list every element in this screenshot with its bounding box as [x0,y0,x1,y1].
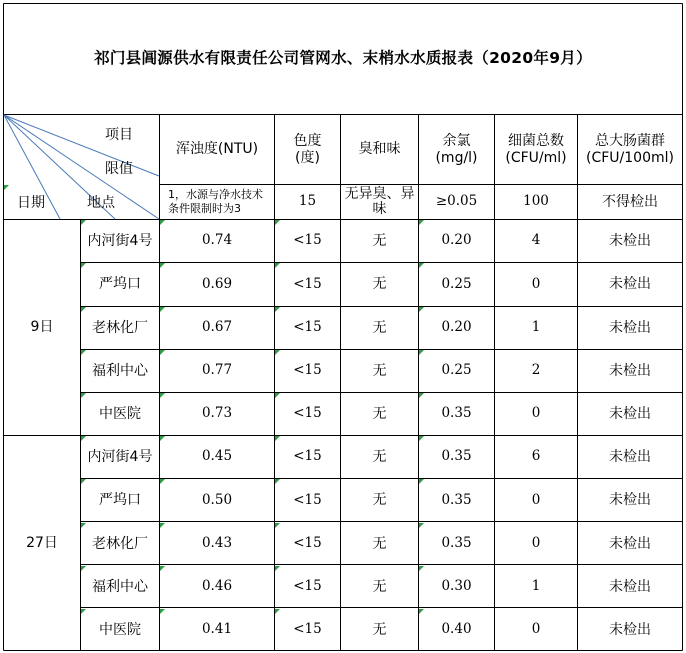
column-header-chlorine: 余氯 (mg/l) [435,133,478,166]
table-cell-coliform: 未检出 [609,578,651,595]
table-cell-color: <15 [293,232,322,249]
cell-marker-icon [160,436,165,441]
place-cell: 内河街4号 [87,232,153,249]
cell-marker-icon [419,350,424,355]
cell-marker-icon [81,566,86,571]
column-header-odor: 臭和味 [358,141,401,158]
table-cell-bacteria: 4 [531,232,541,249]
cell-marker-icon [419,566,424,571]
table-cell-coliform: 未检出 [609,276,651,293]
table-cell-color: <15 [293,448,322,465]
table-cell-coliform: 未检出 [609,405,651,422]
table-cell-bacteria: 0 [531,621,541,638]
table-cell-bacteria: 0 [531,535,541,552]
table-cell-color: <15 [293,578,322,595]
table-cell-coliform: 未检出 [609,232,651,249]
cell-marker-icon [81,307,86,312]
table-cell-color: <15 [293,362,322,379]
table-cell-turbidity: 0.41 [201,621,233,638]
cell-marker-icon [160,479,165,484]
place-cell: 中医院 [99,621,141,638]
table-cell-odor: 无 [372,448,387,465]
cell-marker-icon [160,609,165,614]
report-title: 祁门县阊源供水有限责任公司管网水、末梢水水质报表（2020年9月） [94,49,592,68]
cell-marker-icon [275,566,280,571]
table-cell-chlorine: 0.25 [441,275,472,292]
table-cell-turbidity: 0.50 [201,491,233,508]
table-cell-coliform: 未检出 [609,621,651,638]
table-cell-odor: 无 [372,362,387,379]
table-cell-bacteria: 1 [531,319,541,336]
cell-marker-icon [419,307,424,312]
table-cell-chlorine: 0.20 [441,232,472,249]
item-label: 项目 [105,126,133,143]
table-cell-bacteria: 6 [531,448,541,465]
table-cell-bacteria: 1 [531,578,541,595]
table-cell-coliform: 未检出 [609,492,651,509]
cell-marker-icon [160,220,165,225]
table-cell-odor: 无 [372,319,387,336]
limit-odor: 无异臭、异味 [344,185,415,217]
table-cell-chlorine: 0.20 [441,319,472,336]
cell-marker-icon [160,523,165,528]
place-cell: 福利中心 [92,578,148,595]
cell-marker-icon [419,220,424,225]
table-cell-coliform: 未检出 [609,319,651,336]
table-cell-odor: 无 [372,276,387,293]
table-cell-odor: 无 [372,621,387,638]
cell-marker-icon [275,350,280,355]
cell-marker-icon [160,307,165,312]
cell-marker-icon [419,393,424,398]
cell-marker-icon [419,479,424,484]
table-cell-coliform: 未检出 [609,448,651,465]
place-cell: 中医院 [99,405,141,422]
column-header-color: 色度 (度) [293,133,322,166]
cell-marker-icon [81,220,86,225]
cell-marker-icon [160,263,165,268]
date-cell: 9日 [30,319,54,336]
place-cell: 老林化厂 [92,319,148,336]
table-cell-turbidity: 0.69 [201,275,233,292]
table-cell-turbidity: 0.43 [201,535,233,552]
table-cell-bacteria: 0 [531,491,541,508]
limit-bacteria: 100 [523,193,549,210]
table-cell-coliform: 未检出 [609,535,651,552]
table-cell-bacteria: 2 [531,362,541,379]
cell-marker-icon [160,350,165,355]
table-cell-chlorine: 0.35 [441,405,472,422]
cell-marker-icon [81,350,86,355]
table-cell-turbidity: 0.45 [201,448,233,465]
cell-marker-icon [275,263,280,268]
table-cell-bacteria: 0 [531,275,541,292]
cell-marker-icon [81,523,86,528]
cell-marker-icon [81,393,86,398]
table-cell-chlorine: 0.35 [441,535,472,552]
date-label: 日期 [17,194,45,211]
cell-marker-icon [275,220,280,225]
date-cell: 27日 [26,535,58,552]
column-header-bacteria: 细菌总数 (CFU/ml) [505,133,567,166]
table-cell-odor: 无 [372,578,387,595]
table-cell-odor: 无 [372,492,387,509]
cell-marker-icon [275,523,280,528]
table-cell-color: <15 [293,621,322,638]
table-cell-color: <15 [293,319,322,336]
cell-marker-icon [275,307,280,312]
table-cell-turbidity: 0.74 [201,232,233,249]
limit-coliform: 不得检出 [602,193,658,210]
cell-marker-icon [160,393,165,398]
table-cell-odor: 无 [372,232,387,249]
table-cell-coliform: 未检出 [609,362,651,379]
cell-marker-icon [4,185,9,190]
table-cell-bacteria: 0 [531,405,541,422]
place-cell: 严坞口 [99,492,141,509]
table-cell-turbidity: 0.46 [201,578,233,595]
cell-marker-icon [275,436,280,441]
table-cell-odor: 无 [372,535,387,552]
table-cell-chlorine: 0.35 [441,448,472,465]
cell-marker-icon [81,436,86,441]
cell-marker-icon [81,479,86,484]
table-cell-chlorine: 0.40 [441,621,472,638]
place-cell: 严坞口 [99,276,141,293]
cell-marker-icon [81,263,86,268]
place-cell: 福利中心 [92,362,148,379]
column-header-turbidity: 浑浊度(NTU) [175,141,259,158]
place-cell: 老林化厂 [92,535,148,552]
cell-marker-icon [419,263,424,268]
place-label: 地点 [87,194,115,211]
cell-marker-icon [419,609,424,614]
table-cell-turbidity: 0.67 [201,319,233,336]
cell-marker-icon [275,479,280,484]
column-header-coliform: 总大肠菌群 (CFU/100ml) [586,133,674,166]
cell-marker-icon [81,609,86,614]
table-cell-chlorine: 0.30 [441,578,472,595]
limit-chlorine: ≥0.05 [435,193,478,210]
limit-turbidity: 1，水源与净水技术条件限制时为3 [168,188,263,215]
cell-marker-icon [275,393,280,398]
table-cell-color: <15 [293,535,322,552]
cell-marker-icon [419,523,424,528]
table-cell-color: <15 [293,405,322,422]
cell-marker-icon [160,566,165,571]
cell-marker-icon [419,436,424,441]
place-cell: 内河街4号 [87,448,153,465]
table-cell-color: <15 [293,275,322,292]
table-cell-chlorine: 0.35 [441,491,472,508]
table-cell-turbidity: 0.73 [201,405,233,422]
table-cell-turbidity: 0.77 [201,362,233,379]
limit-label: 限值 [105,160,133,177]
table-cell-chlorine: 0.25 [441,362,472,379]
limit-color: 15 [298,193,317,210]
table-cell-color: <15 [293,491,322,508]
table-cell-odor: 无 [372,405,387,422]
cell-marker-icon [275,609,280,614]
